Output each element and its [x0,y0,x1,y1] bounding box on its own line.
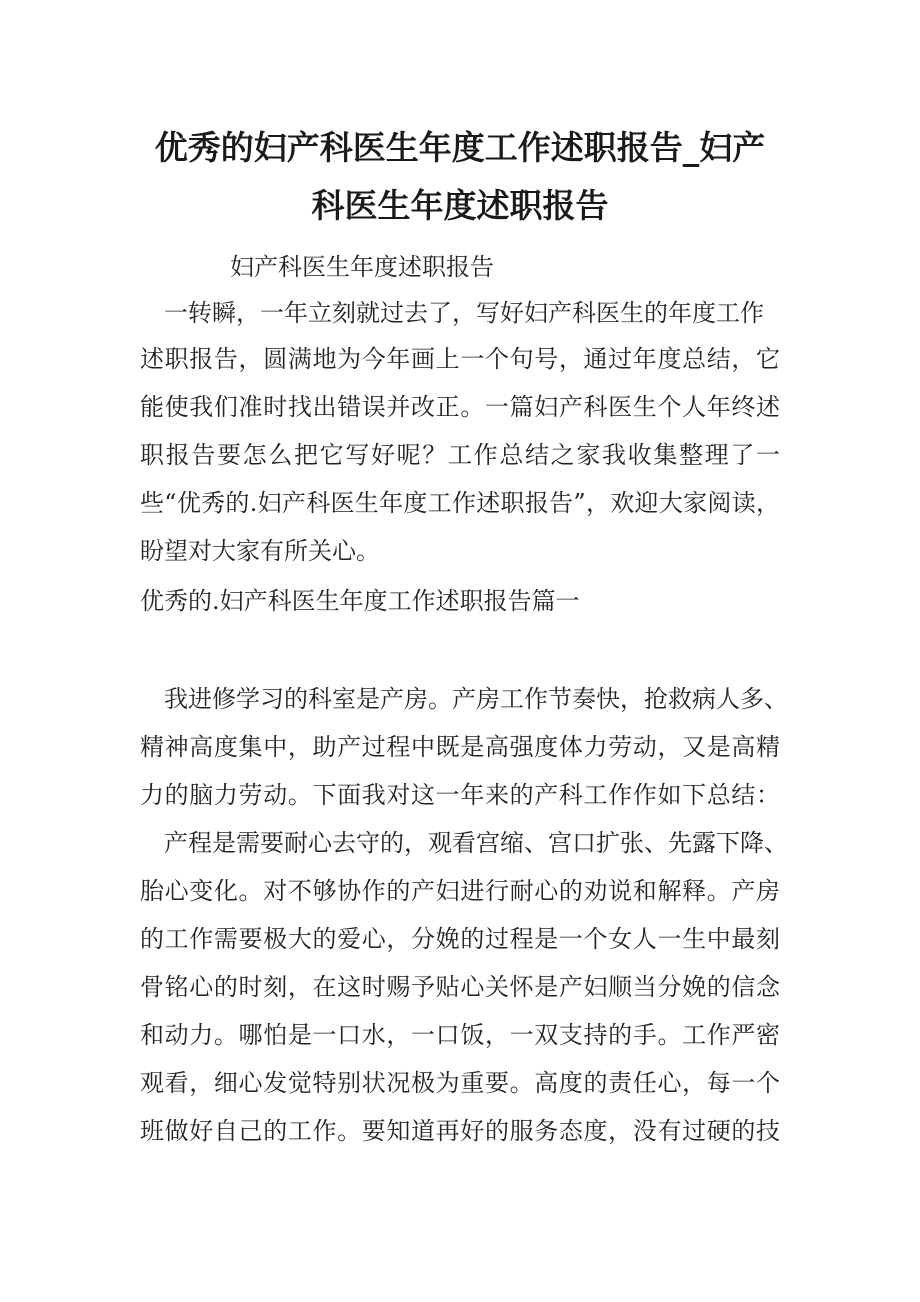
paragraph-3-line-7: 班做好自己的工作。要知道再好的服务态度，没有过硬的技 [140,1117,780,1145]
paragraph-3-line-4: 骨铭心的时刻，在这时赐予贴心关怀是产妇顺当分娩的信念 [140,973,780,1001]
paragraph-1-line-1: 一转瞬，一年立刻就过去了，写好妇产科医生的年度工作 [164,299,764,327]
paragraph-2-line-1: 我进修学习的科室是产房。产房工作节奏快，抢救病人多、 [164,685,788,713]
paragraph-1-line-6: 盼望对大家有所关心。 [140,537,380,565]
section-heading: 优秀的.妇产科医生年度工作述职报告篇一 [140,587,580,615]
document-title-line-1: 优秀的妇产科医生年度工作述职报告_妇产 [154,128,766,167]
paragraph-2-line-2: 精神高度集中，助产过程中既是高强度体力劳动，又是高精 [140,733,780,761]
paragraph-3-line-1: 产程是需要耐心去守的，观看宫缩、宫口扩张、先露下降、 [164,829,788,857]
paragraph-1-line-3: 能使我们准时找出错误并改正。一篇妇产科医生个人年终述 [140,393,780,421]
paragraph-3-line-2: 胎心变化。对不够协作的产妇进行耐心的劝说和解释。产房 [140,877,780,905]
paragraph-1-line-4: 职报告要怎么把它写好呢？工作总结之家我收集整理了一 [140,441,780,469]
paragraph-3-line-3: 的工作需要极大的爱心，分娩的过程是一个女人一生中最刻 [140,925,780,953]
subtitle: 妇产科医生年度述职报告 [230,253,494,281]
paragraph-2-line-3: 力的脑力劳动。下面我对这一年来的产科工作作如下总结： [140,781,780,809]
paragraph-3-line-5: 和动力。哪怕是一口水，一口饭，一双支持的手。工作严密 [140,1021,780,1049]
paragraph-1-line-5: 些“优秀的.妇产科医生年度工作述职报告”，欢迎大家阅读， [140,489,780,517]
paragraph-3-line-6: 观看，细心发觉特别状况极为重要。高度的责任心，每一个 [140,1069,780,1097]
paragraph-1-line-2: 述职报告，圆满地为今年画上一个句号，通过年度总结，它 [140,345,780,373]
document-title-line-2: 科医生年度述职报告 [311,186,609,225]
